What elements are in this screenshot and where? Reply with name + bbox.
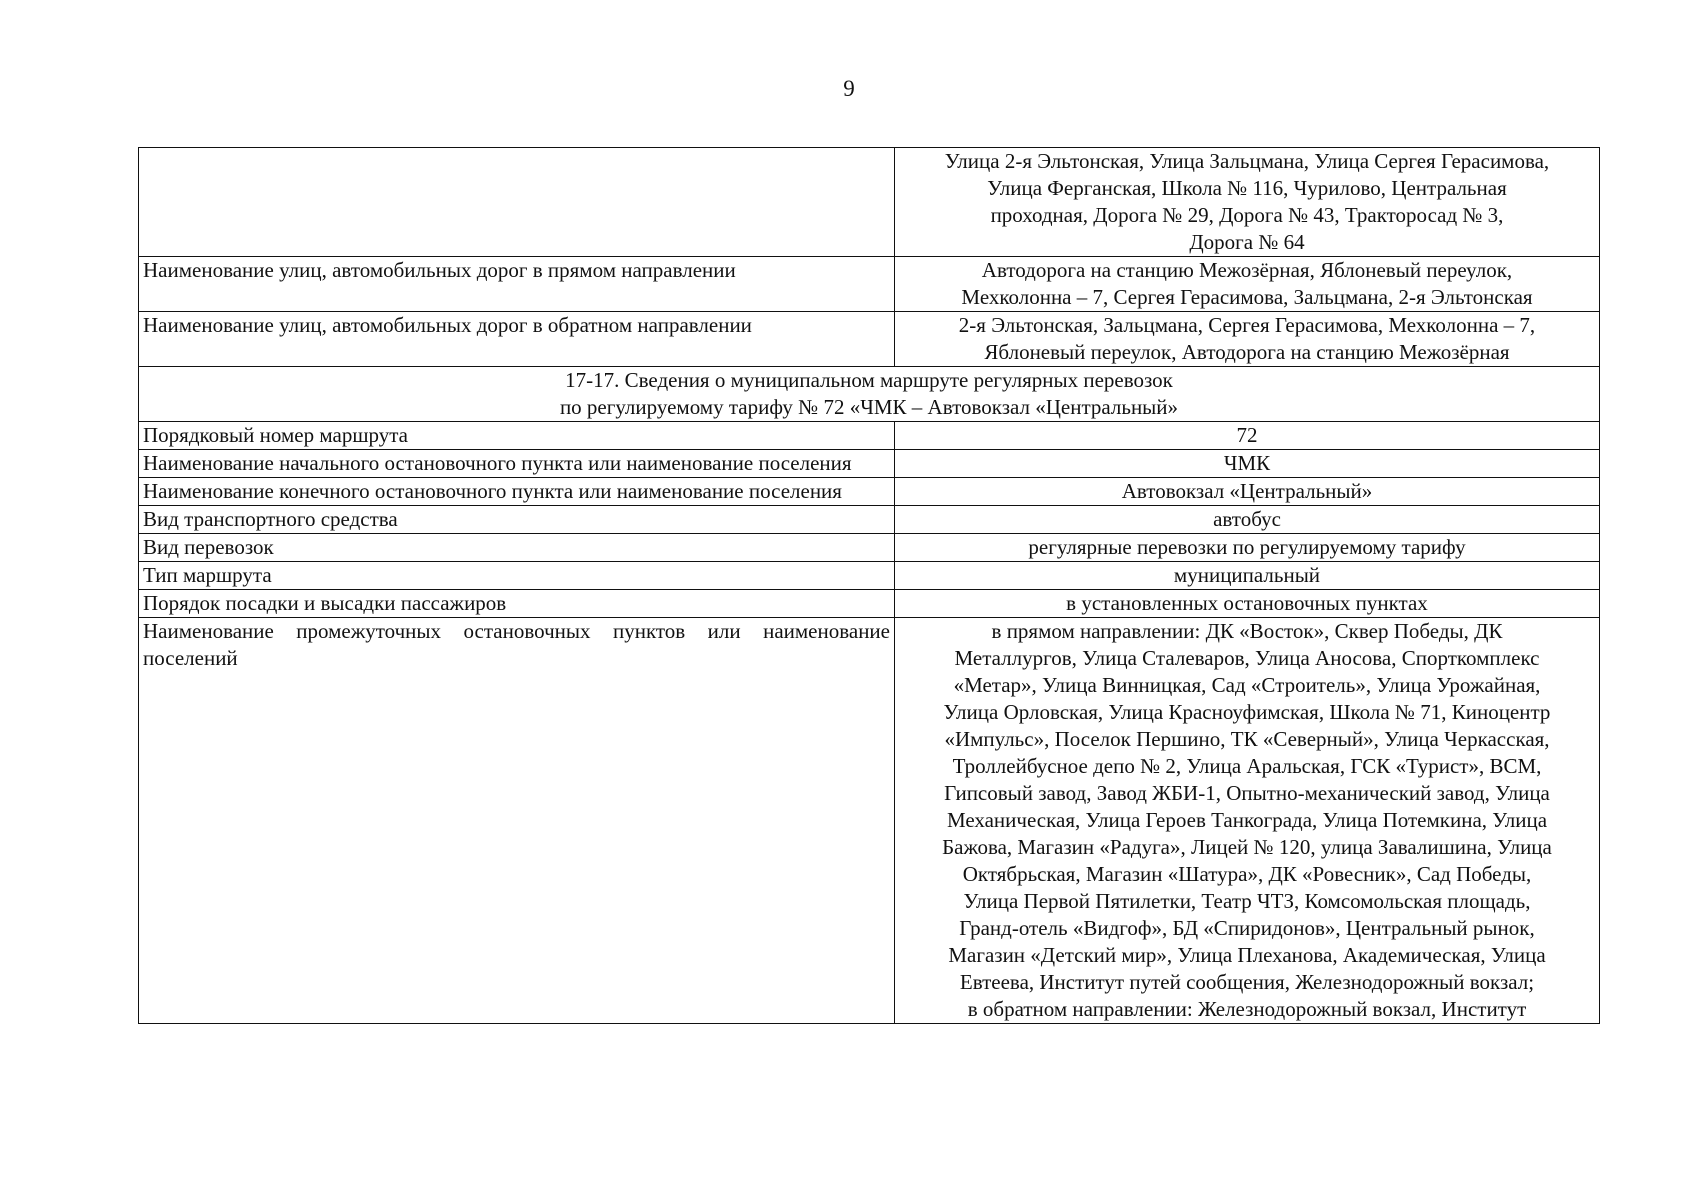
table-row (139, 450, 1600, 478)
section-heading-line-2: по регулируемому тарифу № 72 «ЧМК – Автовокзал «Центральный» (559, 395, 1179, 419)
label-forward-streets: Наименование улиц, автомобильных дорог в прямом направлении (139, 257, 895, 312)
table-row (139, 562, 1600, 590)
text-line: Улица 2-я Эльтонская, Улица Зальцмана, Улица Сергея Герасимова, (944, 149, 1550, 173)
value-forward-streets (895, 257, 1600, 312)
text-line: Улица Ферганская, Школа № 116, Чурилово, Центральная (987, 176, 1507, 200)
table-row (139, 590, 1600, 618)
text-line: Механическая, Улица Героев Танкограда, Улица Потемкина, Улица (946, 808, 1548, 832)
section-heading-line-1: 17-17. Сведения о муниципальном маршруте регулярных перевозок (565, 368, 1173, 392)
table-row (139, 478, 1600, 506)
value-end-stop: Автовокзал «Центральный» (895, 478, 1600, 506)
text-line: «Метар», Улица Винницкая, Сад «Строитель», Улица Урожайная, (953, 673, 1541, 697)
text-line: Дорога № 64 (1189, 230, 1305, 254)
value-start-stop: ЧМК (895, 450, 1600, 478)
text-line: Троллейбусное депо № 2, Улица Аральская, ГСК «Турист», ВСМ, (952, 754, 1542, 778)
value-route-type: муниципальный (895, 562, 1600, 590)
text-line: Металлургов, Улица Сталеваров, Улица Аносова, Спорткомплекс (954, 646, 1540, 670)
label-vehicle-type: Вид транспортного средства (139, 506, 895, 534)
table-row (139, 534, 1600, 562)
text-line: Яблоневый переулок, Автодорога на станцию Межозёрная (984, 340, 1510, 364)
value-transport-kind: регулярные перевозки по регулируемому тарифу (895, 534, 1600, 562)
label-transport-kind: Вид перевозок (139, 534, 895, 562)
page-number: 9 (843, 76, 855, 101)
text-line: 2-я Эльтонская, Зальцмана, Сергея Герасимова, Мехколонна – 7, (958, 313, 1536, 337)
text-line: Октябрьская, Магазин «Шатура», ДК «Ровесник», Сад Победы, (962, 862, 1532, 886)
table-cell-streets-continued (895, 148, 1600, 257)
text-line: Гипсовый завод, Завод ЖБИ-1, Опытно-механический завод, Улица (944, 781, 1550, 805)
table-cell-empty (139, 148, 895, 257)
table-row (139, 618, 1600, 1024)
label-boarding-order: Порядок посадки и высадки пассажиров (139, 590, 895, 618)
text-line: Гранд-отель «Видгоф», БД «Спиридонов», Центральный рынок, (959, 916, 1535, 940)
text-line: в обратном направлении: Железнодорожный вокзал, Институт (967, 997, 1527, 1021)
text-line: Магазин «Детский мир», Улица Плеханова, Академическая, Улица (948, 943, 1546, 967)
route-table (138, 147, 1600, 1024)
text-line: Евтеева, Институт путей сообщения, Железнодорожный вокзал; (959, 970, 1535, 994)
value-route-number: 72 (895, 422, 1600, 450)
table-row (139, 148, 1600, 257)
label-start-stop: Наименование начального остановочного пункта или наименование поселения (139, 450, 895, 478)
table-row (139, 422, 1600, 450)
text-line: в прямом направлении: ДК «Восток», Сквер Победы, ДК (991, 619, 1503, 643)
label-intermediate-stops: Наименование промежуточных остановочных пунктов или наименование поселений (139, 618, 895, 1024)
table-row (139, 312, 1600, 367)
value-boarding-order: в установленных остановочных пунктах (895, 590, 1600, 618)
label-end-stop: Наименование конечного остановочного пункта или наименование поселения (139, 478, 895, 506)
section-heading (139, 367, 1600, 422)
table-row (139, 257, 1600, 312)
text-line: Улица Орловская, Улица Красноуфимская, Школа № 71, Киноцентр (943, 700, 1551, 724)
value-intermediate-stops (895, 618, 1600, 1024)
text-line: Улица Первой Пятилетки, Театр ЧТЗ, Комсомольская площадь, (963, 889, 1531, 913)
text-line: Бажова, Магазин «Радуга», Лицей № 120, улица Завалишина, Улица (942, 835, 1552, 859)
value-backward-streets (895, 312, 1600, 367)
text-line: «Импульс», Поселок Першино, ТК «Северный», Улица Черкасская, (944, 727, 1550, 751)
label-backward-streets: Наименование улиц, автомобильных дорог в обратном направлении (139, 312, 895, 367)
value-vehicle-type: автобус (895, 506, 1600, 534)
text-line: Мехколонна – 7, Сергея Герасимова, Зальцмана, 2-я Эльтонская (961, 285, 1533, 309)
label-route-number: Порядковый номер маршрута (139, 422, 895, 450)
table-row (139, 506, 1600, 534)
section-heading-row (139, 367, 1600, 422)
text-line: проходная, Дорога № 29, Дорога № 43, Тракторосад № 3, (990, 203, 1504, 227)
text-line: Автодорога на станцию Межозёрная, Яблоневый переулок, (981, 258, 1513, 282)
label-route-type: Тип маршрута (139, 562, 895, 590)
